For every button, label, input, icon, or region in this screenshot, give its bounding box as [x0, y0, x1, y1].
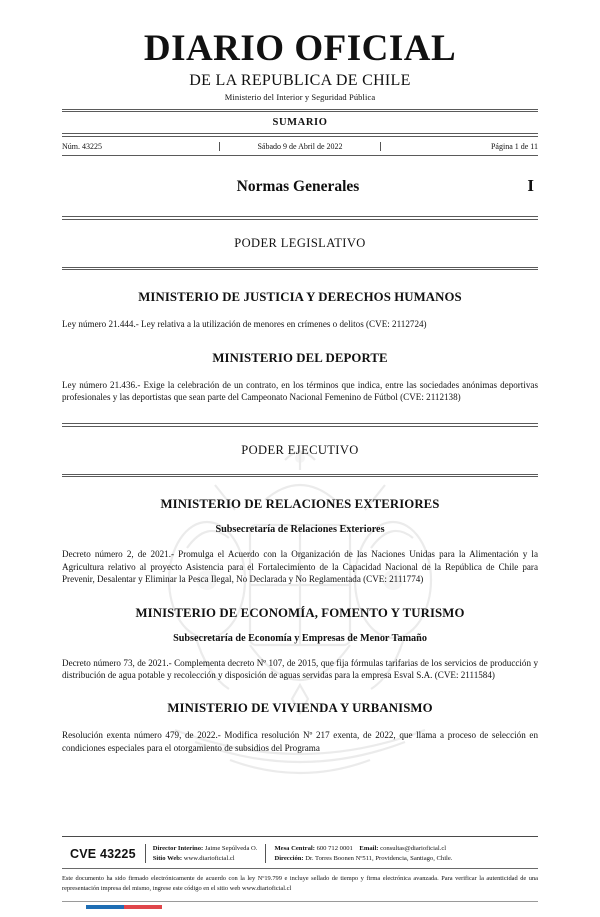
issue-date: Sábado 9 de Abril de 2022	[257, 142, 343, 152]
flag-blue-segment	[86, 905, 124, 910]
entry-deporte-1: Ley número 21.436.- Exige la celebración de un contrato, en los términos que indica, entre las sociedades anónimas deportivas profesionales y las deportistas que sean parte del Campeonato Nacional Femenino de Fútbol (CVE: 2112138)	[62, 379, 538, 402]
rule-below-poder-legislativo	[62, 267, 538, 271]
cve-code: CVE 43225	[70, 846, 136, 861]
footer-mesa-label: Mesa Central:	[274, 845, 315, 853]
entry-vivienda-1: Resolución exenta número 479, de 2022.- Modifica resolución Nº 217 exenta, de 2022, que llama a proceso de selección en condiciones especiales para el otorgamiento de subsidios del Programa	[62, 730, 538, 753]
flag-bar-container	[62, 901, 538, 910]
masthead-title: DIARIO OFICIAL	[143, 28, 457, 69]
footer-email-value[interactable]: consultas@diarioficial.cl	[380, 845, 447, 853]
ministry-title-deporte: MINISTERIO DEL DEPORTE	[212, 350, 388, 365]
footer-director-line	[153, 844, 258, 854]
issue-info-row	[62, 137, 538, 155]
footer-contact-column-2	[273, 844, 452, 863]
page-indicator: Página 1 de 11	[490, 142, 539, 152]
footer-direccion-line	[274, 854, 452, 864]
footer-site-label: Sitio Web:	[152, 854, 183, 862]
rule-below-poder-ejecutivo	[62, 474, 538, 478]
spacer-before-poder-ejecutivo	[62, 403, 538, 423]
poder-legislativo-title: PODER LEGISLATIVO	[234, 235, 366, 250]
masthead	[62, 0, 538, 102]
entry-economia-1: Decreto número 73, de 2021.- Complementa decreto Nº 107, de 2015, que fija fórmulas tarifarias de los servicios de producción y distribución de agua potable y recolección y disposición de aguas servidas para la empresa Esval S.A. (CVE: 2111584)	[62, 657, 538, 680]
sumario-label: SUMARIO	[272, 117, 328, 129]
entry-justicia-1: Ley número 21.444.- Ley relativa a la utilización de menores en crímenes o delitos (CVE: 2112724)	[62, 319, 427, 330]
masthead-ministry: Ministerio del Interior y Seguridad Pública	[224, 91, 376, 102]
footer-director-label: Director Interino:	[152, 845, 204, 853]
ministry-title-vivienda: MINISTERIO DE VIVIENDA Y URBANISMO	[167, 701, 433, 716]
footer-contact-column-1	[153, 844, 266, 863]
chile-flag-bar	[86, 905, 162, 910]
entry-relaciones-exteriores-1: Decreto número 2, de 2021.- Promulga el Acuerdo con la Organización de las Naciones Unidas para la Alimentación y la Agricultura relativo al proyecto Asistencia para el Fortalecimiento de la Capacidad Nacional de la República de Chile para Prevenir, Desalentar y Eliminar la Pesca Ilegal, No Declarada y No Reglamentada (CVE: 2111774)	[62, 549, 538, 585]
footer-mesa-value: 600 712 0001	[316, 845, 353, 853]
info-separator-1	[219, 142, 220, 151]
footer-email-label: Email:	[359, 845, 379, 853]
footer-director-value: Jaime Sepúlveda O.	[204, 845, 258, 853]
legal-notice: Este documento ha sido firmado electrónicamente de acuerdo con la ley Nº19.799 e incluye sellado de tiempo y firma electrónica avanzada. Para verificar la autenticidad de una representación impresa del mismo, ingrese este código en el sitio web www.diarioficial.cl	[62, 875, 538, 892]
normas-generales-header	[62, 156, 538, 216]
masthead-subtitle: DE LA REPUBLICA DE CHILE	[189, 71, 411, 89]
ministry-title-justicia: MINISTERIO DE JUSTICIA Y DERECHOS HUMANOS	[138, 290, 462, 305]
footer-site-value[interactable]: www.diarioficial.cl	[183, 854, 235, 862]
footer-direccion-value: Dr. Torres Boonen Nº511, Providencia, Santiago, Chile.	[305, 854, 453, 862]
issue-number: Núm. 43225	[62, 142, 102, 152]
footer-middle-rule	[62, 868, 538, 869]
footer-mesa-line	[274, 844, 452, 854]
footer-top-rule	[62, 836, 538, 837]
subsecretaria-relaciones-exteriores: Subsecretaría de Relaciones Exteriores	[215, 524, 385, 536]
normas-roman-numeral: I	[527, 176, 534, 196]
footer-imprint	[62, 842, 538, 868]
info-separator-2	[380, 142, 381, 151]
flag-red-segment	[124, 905, 162, 910]
ministry-title-economia: MINISTERIO DE ECONOMÍA, FOMENTO Y TURISMO	[135, 605, 465, 620]
page-footer	[0, 836, 600, 917]
normas-title: Normas Generales	[236, 178, 360, 196]
ministry-title-relaciones-exteriores: MINISTERIO DE RELACIONES EXTERIORES	[160, 497, 440, 512]
subsecretaria-economia: Subsecretaría de Economía y Empresas de Menor Tamaño	[173, 632, 427, 644]
footer-site-line	[153, 854, 258, 864]
footer-divider-2	[265, 844, 266, 863]
footer-divider-1	[145, 844, 146, 863]
footer-direccion-label: Dirección:	[274, 854, 304, 862]
poder-ejecutivo-title: PODER EJECUTIVO	[241, 442, 359, 457]
